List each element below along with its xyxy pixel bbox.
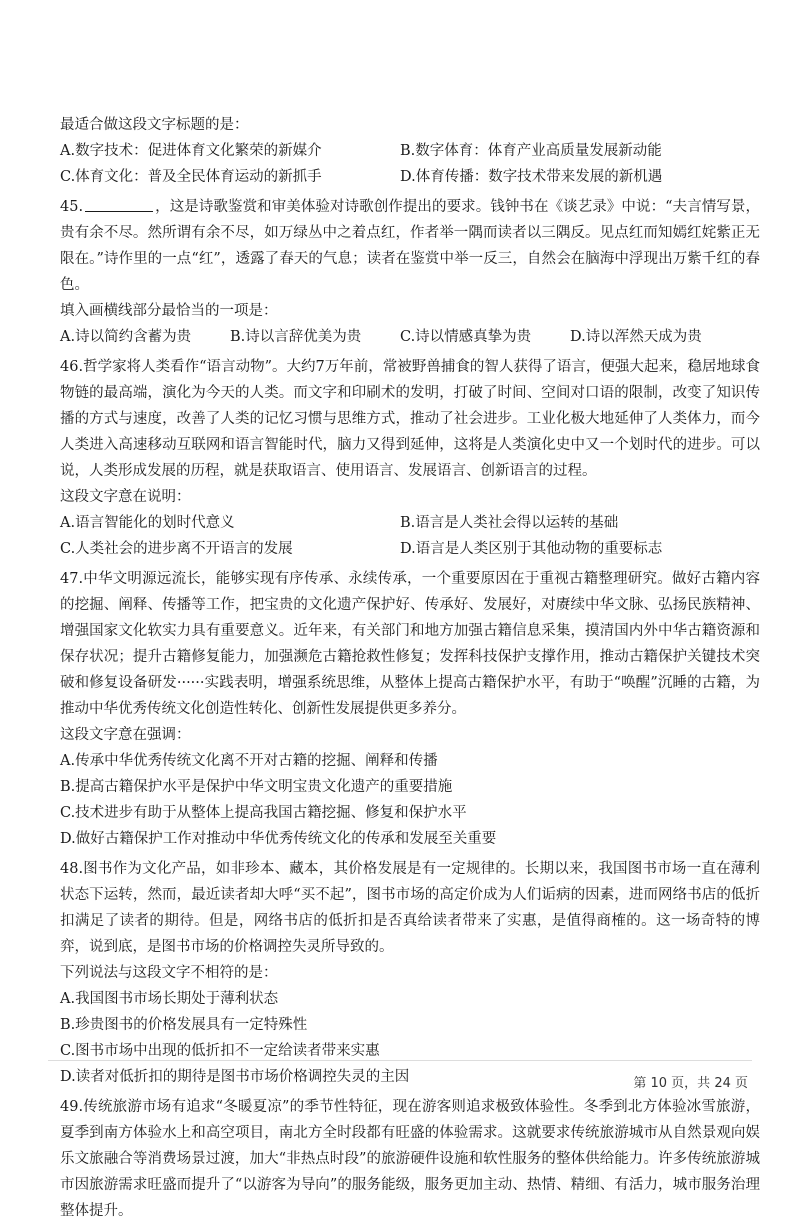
option-d: D.体育传播：数字技术带来发展的新机遇 bbox=[400, 169, 663, 185]
question-prompt: 这段文字意在强调： bbox=[60, 727, 191, 743]
option-c: C.图书市场中出现的低折扣不一定给读者带来实惠 bbox=[60, 1043, 380, 1059]
exam-page bbox=[60, 112, 760, 1224]
option-a: A.我国图书市场长期处于薄利状态 bbox=[60, 991, 279, 1007]
question-body: 中华文明源远流长，能够实现有序传承、永续传承，一个重要原因在于重视古籍整理研究。做好古籍内容的挖掘、阐释、传播等工作，把宝贵的文化遗产保护好、传承好、发展好，对赓续中华文脉、弘扬民族精神、增强国家文化软实力具有重要意义。近年来，有关部门和地方加强古籍信息采集，摸清国内外中华古籍资源和保存状况；提升古籍修复能力，加强濒危古籍抢救性修复；发挥科技保护支撑作用，推动古籍保护关键技术突破和修复设备研发······实践表明，增强系统思维，从整体上提高古籍保护水平，有助于“唤醒”沉睡的古籍，为推动中华优秀传统文化创造性转化、创新性发展提供更多养分。 bbox=[60, 571, 760, 717]
option-d: D.做好古籍保护工作对推动中华优秀传统文化的传承和发展至关重要 bbox=[60, 831, 497, 847]
question-prompt: 最适合做这段文字标题的是： bbox=[60, 117, 249, 133]
question-text bbox=[60, 194, 760, 298]
question-text bbox=[60, 354, 760, 484]
option-d: D.读者对低折扣的期待是图书市场价格调控失灵的主因 bbox=[60, 1069, 410, 1085]
option-d: D.诗以浑然天成为贵 bbox=[570, 329, 702, 345]
question-prompt: 这段文字意在说明： bbox=[60, 489, 191, 505]
option-c: C.体育文化：普及全民体育运动的新抓手 bbox=[60, 169, 322, 185]
question-body: 传统旅游市场有追求“冬暖夏凉”的季节性特征，现在游客则追求极致体验性。冬季到北方体验冰雪旅游，夏季到南方体验水上和高空项目，南北方全时段都有旺盛的体验需求。这就要求传统旅游城市从自然景观向娱乐文旅融合等消费场景过渡，加大“非热点时段”的旅游硬件设施和软性服务的整体供给能力。许多传统旅游城市因旅游需求旺盛而提升了“以游客为导向”的服务能级，服务更加主动、热情、精细、有活力，城市服务治理整体提升。 bbox=[60, 1099, 760, 1219]
question-49 bbox=[60, 1094, 760, 1224]
options-row bbox=[60, 510, 760, 536]
question-prompt: 填入画横线部分最恰当的一项是： bbox=[60, 303, 278, 319]
question-body: 图书作为文化产品，如非珍本、藏本，其价格发展是有一定规律的。长期以来，我国图书市场一直在薄利状态下运转，然而，最近读者却大呼“买不起”，图书市场的高定价成为人们诟病的因素，进而网络书店的低折扣满足了读者的期待。但是，网络书店的低折扣是否真给读者带来了实惠，是值得商榷的。这一场奇特的博弈，说到底，是图书市场的价格调控失灵所导致的。 bbox=[60, 861, 760, 955]
question-text bbox=[60, 566, 760, 722]
option-c: C.技术进步有助于从整体上提高我国古籍挖掘、修复和保护水平 bbox=[60, 805, 467, 821]
question-body: ，这是诗歌鉴赏和审美体验对诗歌创作提出的要求。钱钟书在《谈艺录》中说：“夫言情写景，贵有余不尽。然所谓有余不尽，如万绿丛中之着点红，作者举一隅而读者以三隅反。见点红而知嫣红姹紫正无限在。”诗作里的一点“红”，透露了春天的气息；读者在鉴赏中举一反三，自然会在脑海中浮现出万紫千红的春色。 bbox=[60, 199, 760, 293]
question-48 bbox=[60, 856, 760, 1090]
option-a: A.数字技术：促进体育文化繁荣的新媒介 bbox=[60, 143, 322, 159]
option-b: B.诗以言辞优美为贵 bbox=[230, 329, 362, 345]
options-row bbox=[60, 324, 760, 350]
option-a: A.语言智能化的划时代意义 bbox=[60, 515, 235, 531]
question-44-tail bbox=[60, 112, 760, 190]
question-46 bbox=[60, 354, 760, 562]
option-c: C.诗以情感真挚为贵 bbox=[400, 329, 532, 345]
option-d: D.语言是人类区别于其他动物的重要标志 bbox=[400, 541, 663, 557]
option-a: A.诗以简约含蓄为贵 bbox=[60, 329, 192, 345]
fill-blank bbox=[85, 197, 153, 212]
question-prompt: 下列说法与这段文字不相符的是： bbox=[60, 965, 278, 981]
options-row bbox=[60, 138, 760, 164]
question-body: 哲学家将人类看作“语言动物”。大约7万年前，常被野兽捕食的智人获得了语言，便强大起来，稳居地球食物链的最高端，演化为今天的人类。而文字和印刷术的发明，打破了时间、空间对口语的限制，改变了知识传播的方式与速度，改善了人类的记忆习惯与思维方式，推动了社会进步。工业化极大地延伸了人类体力，而今人类进入高速移动互联网和语言智能时代，脑力又得到延伸，这将是人类演化史中又一个划时代的进步。可以说，人类形成发展的历程，就是获取语言、使用语言、发展语言、创新语言的过程。 bbox=[60, 359, 760, 479]
option-b: B.珍贵图书的价格发展具有一定特殊性 bbox=[60, 1017, 308, 1033]
question-number: 46. bbox=[60, 359, 84, 375]
footer-divider bbox=[48, 1060, 752, 1061]
question-47 bbox=[60, 566, 760, 852]
question-number: 49. bbox=[60, 1099, 84, 1115]
question-number: 48. bbox=[60, 861, 84, 877]
options-row bbox=[60, 536, 760, 562]
option-b: B.数字体育：体育产业高质量发展新动能 bbox=[400, 143, 662, 159]
option-b: B.语言是人类社会得以运转的基础 bbox=[400, 515, 619, 531]
options-row bbox=[60, 164, 760, 190]
question-text bbox=[60, 856, 760, 960]
page-number: 第 10 页，共 24 页 bbox=[633, 1076, 748, 1091]
question-45 bbox=[60, 194, 760, 350]
question-number: 45. bbox=[60, 199, 84, 215]
option-b: B.提高古籍保护水平是保护中华文明宝贵文化遗产的重要措施 bbox=[60, 779, 453, 795]
question-text bbox=[60, 1094, 760, 1224]
option-a: A.传承中华优秀传统文化离不开对古籍的挖掘、阐释和传播 bbox=[60, 753, 438, 769]
option-c: C.人类社会的进步离不开语言的发展 bbox=[60, 541, 293, 557]
question-number: 47. bbox=[60, 571, 84, 587]
